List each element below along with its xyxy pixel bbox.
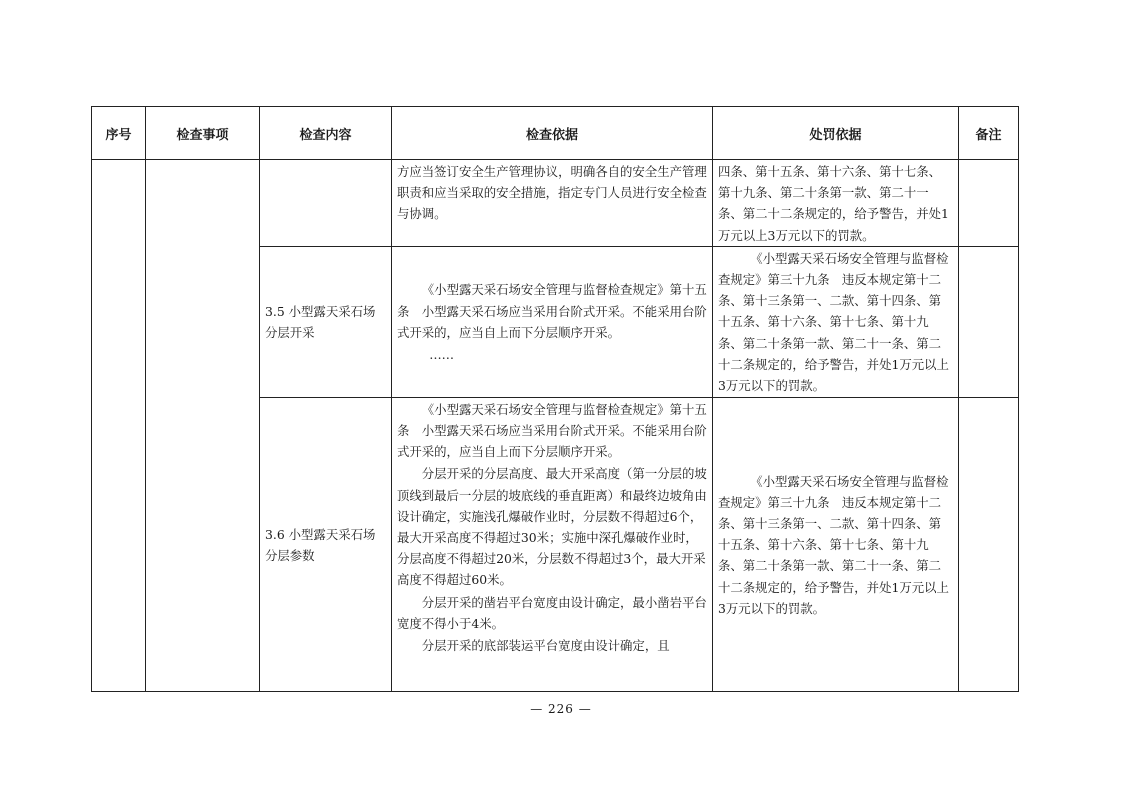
inspection-basis-cell <box>392 246 713 397</box>
remarks-cell <box>959 397 1019 691</box>
penalty-paragraph: 《小型露天采石场安全管理与监督检查规定》第三十九条 违反本规定第十二条、第十三条第一、二款、第十四条、第十五条、第十六条、第十七条、第十九条、第二十条第一款、第二十一条、第二十二条规定的，给予警告，并处1万元以上3万元以下的罚款。 <box>718 250 949 394</box>
inspection-content-cell <box>260 246 392 397</box>
basis-paragraph: 分层开采的凿岩平台宽度由设计确定，最小凿岩平台宽度不得小于4米。 <box>397 594 707 631</box>
basis-paragraph: 方应当签订安全生产管理协议，明确各自的安全生产管理职责和应当采取的安全措施，指定专门人员进行安全检查与协调。 <box>397 164 707 222</box>
penalty-basis-cell <box>713 160 959 247</box>
header-inspection-item: 检查事项 <box>146 107 260 160</box>
header-penalty-basis: 处罚依据 <box>713 107 959 160</box>
header-inspection-content: 检查内容 <box>260 107 392 160</box>
basis-paragraph: 分层开采的分层高度、最大开采高度（第一分层的坡顶线到最后一分层的坡底线的垂直距离）和最终边坡角由设计确定，实施浅孔爆破作业时，分层数不得超过6个，最大开采高度不得超过30米；实施中深孔爆破作业时，分层高度不得超过20米，分层数不得超过3个，最大开采高度不得超过60米。 <box>397 466 707 588</box>
basis-paragraph: 《小型露天采石场安全管理与监督检查规定》第十五条 小型露天采石场应当采用台阶式开采。不能采用台阶式开采的，应当自上而下分层顺序开采。 <box>397 282 707 340</box>
basis-paragraph: 《小型露天采石场安全管理与监督检查规定》第十五条 小型露天采石场应当采用台阶式开采。不能采用台阶式开采的，应当自上而下分层顺序开采。 <box>397 401 707 460</box>
penalty-basis-cell <box>713 246 959 397</box>
header-inspection-basis: 检查依据 <box>392 107 713 160</box>
penalty-paragraph: 《小型露天采石场安全管理与监督检查规定》第三十九条 违反本规定第十二条、第十三条第一、二款、第十四条、第十五条、第十六条、第十七条、第十九条、第二十条第一款、第二十一条、第二十二条规定的，给予警告，并处1万元以上3万元以下的罚款。 <box>718 473 949 616</box>
inspection-table <box>91 106 1019 692</box>
inspection-content-cell <box>260 160 392 247</box>
inspection-item-cell <box>146 160 260 692</box>
penalty-basis-cell <box>713 397 959 691</box>
page-number: — 226 — <box>530 702 592 716</box>
header-serial-number: 序号 <box>92 107 146 160</box>
header-remarks: 备注 <box>959 107 1019 160</box>
inspection-content-cell <box>260 397 392 691</box>
penalty-paragraph: 四条、第十五条、第十六条、第十七条、第十九条、第二十条第一款、第二十一条、第二十二条规定的，给予警告，并处1万元以上3万元以下的罚款。 <box>718 164 949 243</box>
table-header-row <box>92 107 1019 160</box>
serial-number-cell <box>92 160 146 692</box>
content-label: 3.6 小型露天采石场分层参数 <box>265 526 376 563</box>
content-label: 3.5 小型露天采石场分层开采 <box>265 304 376 341</box>
inspection-basis-cell <box>392 160 713 247</box>
inspection-basis-cell <box>392 397 713 691</box>
remarks-cell <box>959 246 1019 397</box>
basis-paragraph: 分层开采的底部装运平台宽度由设计确定，且 <box>421 638 670 654</box>
remarks-cell <box>959 160 1019 247</box>
ellipsis-text: …… <box>429 347 455 363</box>
table-row <box>92 160 1019 247</box>
